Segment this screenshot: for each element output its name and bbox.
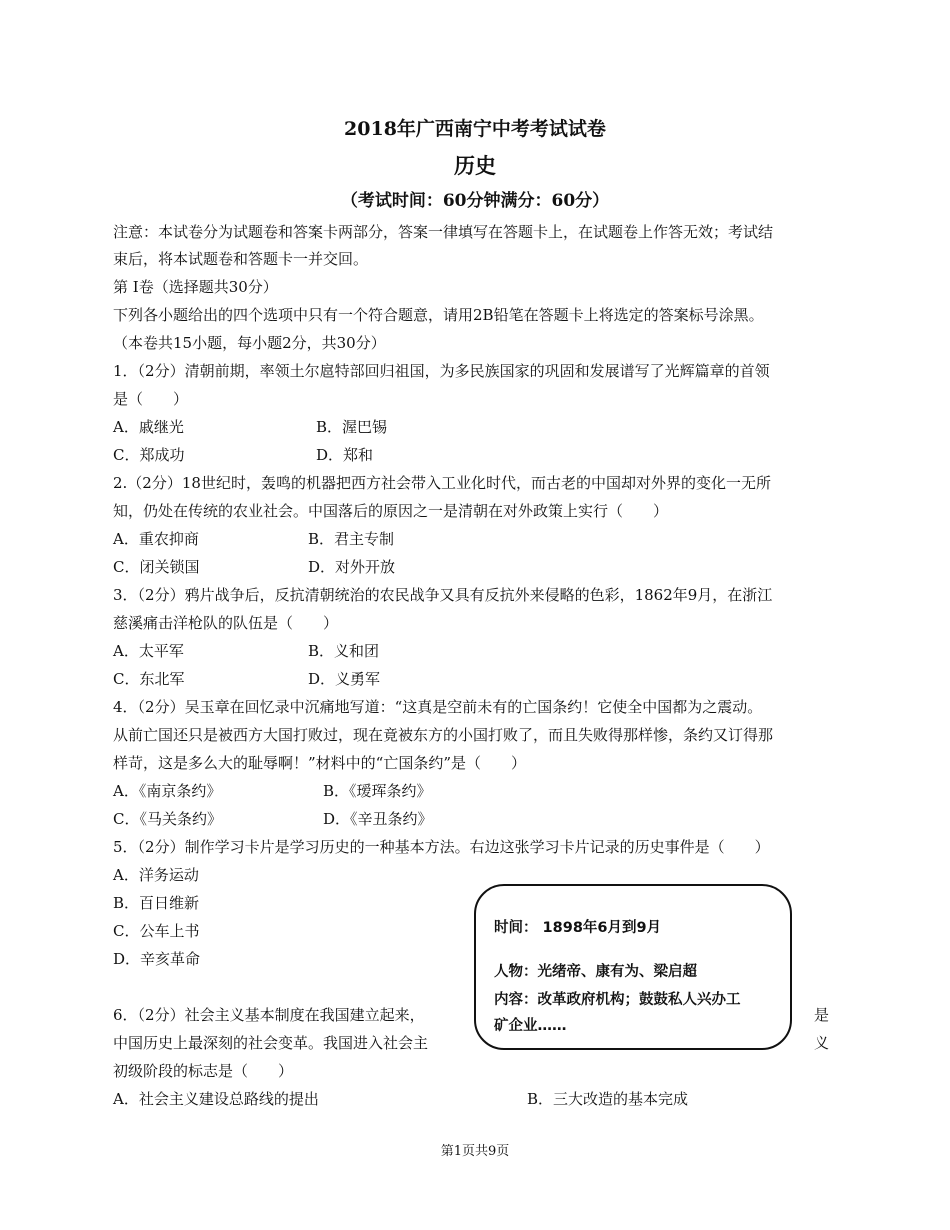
question-5-option-d: D．辛亥革命 — [113, 950, 201, 968]
question-4-option-b: B．《瑷珲条约》 — [323, 782, 432, 800]
question-1-option-c: C．郑成功 — [113, 446, 185, 464]
question-2-option-a: A．重农抑商 — [113, 530, 199, 548]
study-card-content-1: 内容：改革政府机构；鼓鼓私人兴办工 — [494, 992, 741, 1008]
question-2-option-c: C．闭关锁国 — [113, 558, 200, 576]
question-6-line-3: 初级阶段的标志是（ ） — [113, 1062, 294, 1080]
question-1-option-a: A．戚继光 — [113, 418, 184, 436]
question-6-line-1: 6．（2分）社会主义基本制度在我国建立起来， — [113, 1006, 425, 1024]
question-5-option-b: B．百日维新 — [113, 894, 200, 912]
question-5-option-c: C．公车上书 — [113, 922, 200, 940]
question-6-fragment-1: 是 — [814, 1006, 830, 1024]
question-3-line-2: 慈溪痛击洋枪队的队伍是（ ） — [113, 614, 339, 632]
exam-title: 2018年广西南宁中考考试试卷 — [344, 118, 606, 140]
section-scoring: （本卷共15小题，每小题2分，共30分） — [113, 334, 386, 352]
question-6-fragment-2: 义 — [814, 1034, 830, 1052]
question-1-line-2: 是（ ） — [113, 390, 189, 408]
section-instruction: 下列各小题给出的四个选项中只有一个符合题意，请用2B铅笔在答题卡上将选定的答案标号涂黑。 — [113, 306, 764, 324]
question-2-line-2: 知，仍处在传统的农业社会。中国落后的原因之一是清朝在对外政策上实行（ ） — [113, 502, 669, 520]
question-6-option-b: B．三大改造的基本完成 — [527, 1090, 689, 1108]
question-6-option-a: A．社会主义建设总路线的提出 — [113, 1090, 319, 1108]
question-3-option-a: A．太平军 — [113, 642, 184, 660]
question-2-line-1: 2.（2分）18世纪时，轰鸣的机器把西方社会带入工业化时代，而古老的中国却对外界的变化一无所 — [113, 474, 771, 492]
question-5-option-a: A．洋务运动 — [113, 866, 199, 884]
page-footer: 第1页共9页 — [440, 1144, 510, 1159]
study-card-people: 人物：光绪帝、康有为、梁启超 — [494, 964, 697, 980]
question-2-option-d: D．对外开放 — [308, 558, 396, 576]
question-1-line-1: 1．（2分）清朝前期，率领土尔扈特部回归祖国，为多民族国家的巩固和发展谱写了光辉篇章的首领 — [113, 362, 770, 380]
question-4-option-a: A．《南京条约》 — [113, 782, 222, 800]
question-4-option-d: D．《辛丑条约》 — [323, 810, 433, 828]
study-card-time: 时间： 1898年6月到9月 — [494, 920, 662, 936]
question-2-option-b: B．君主专制 — [308, 530, 395, 548]
question-3-option-c: C．东北军 — [113, 670, 185, 688]
question-6-line-2: 中国历史上最深刻的社会变革。我国进入社会主 — [113, 1034, 429, 1052]
subject-title: 历史 — [454, 153, 496, 178]
question-1-option-b: B．渥巴锡 — [316, 418, 388, 436]
notice-line-1: 注意：本试卷分为试题卷和答案卡两部分，答案一律填写在答题卡上，在试题卷上作答无效；考试结 — [113, 223, 774, 241]
study-card — [474, 884, 792, 1050]
exam-info: （考试时间：60分钟满分：60分） — [340, 191, 610, 211]
question-4-line-1: 4．（2分）吴玉章在回忆录中沉痛地写道：“这真是空前未有的亡国条约！它使全中国都为之震动。 — [113, 698, 763, 716]
question-4-line-3: 样苛，这是多么大的耻辱啊！”材料中的“亡国条约”是（ ） — [113, 754, 527, 772]
question-3-option-b: B．义和团 — [308, 642, 380, 660]
question-5-line-1: 5．（2分）制作学习卡片是学习历史的一种基本方法。右边这张学习卡片记录的历史事件是（ ） — [113, 838, 770, 856]
notice-line-2: 束后，将本试题卷和答题卡一并交回。 — [113, 250, 369, 268]
question-1-option-d: D．郑和 — [316, 446, 374, 464]
question-4-line-2: 从前亡国还只是被西方大国打败过，现在竟被东方的小国打败了，而且失败得那样惨，条约又订得那 — [113, 726, 774, 744]
question-3-option-d: D．义勇军 — [308, 670, 381, 688]
question-3-line-1: 3．（2分）鸦片战争后，反抗清朝统治的农民战争又具有反抗外来侵略的色彩，1862年9月，在浙江 — [113, 586, 773, 604]
study-card-content-2: 矿企业…… — [494, 1018, 567, 1034]
section-heading: 第 Ⅰ卷（选择题共30分） — [113, 278, 278, 296]
question-4-option-c: C．《马关条约》 — [113, 810, 222, 828]
